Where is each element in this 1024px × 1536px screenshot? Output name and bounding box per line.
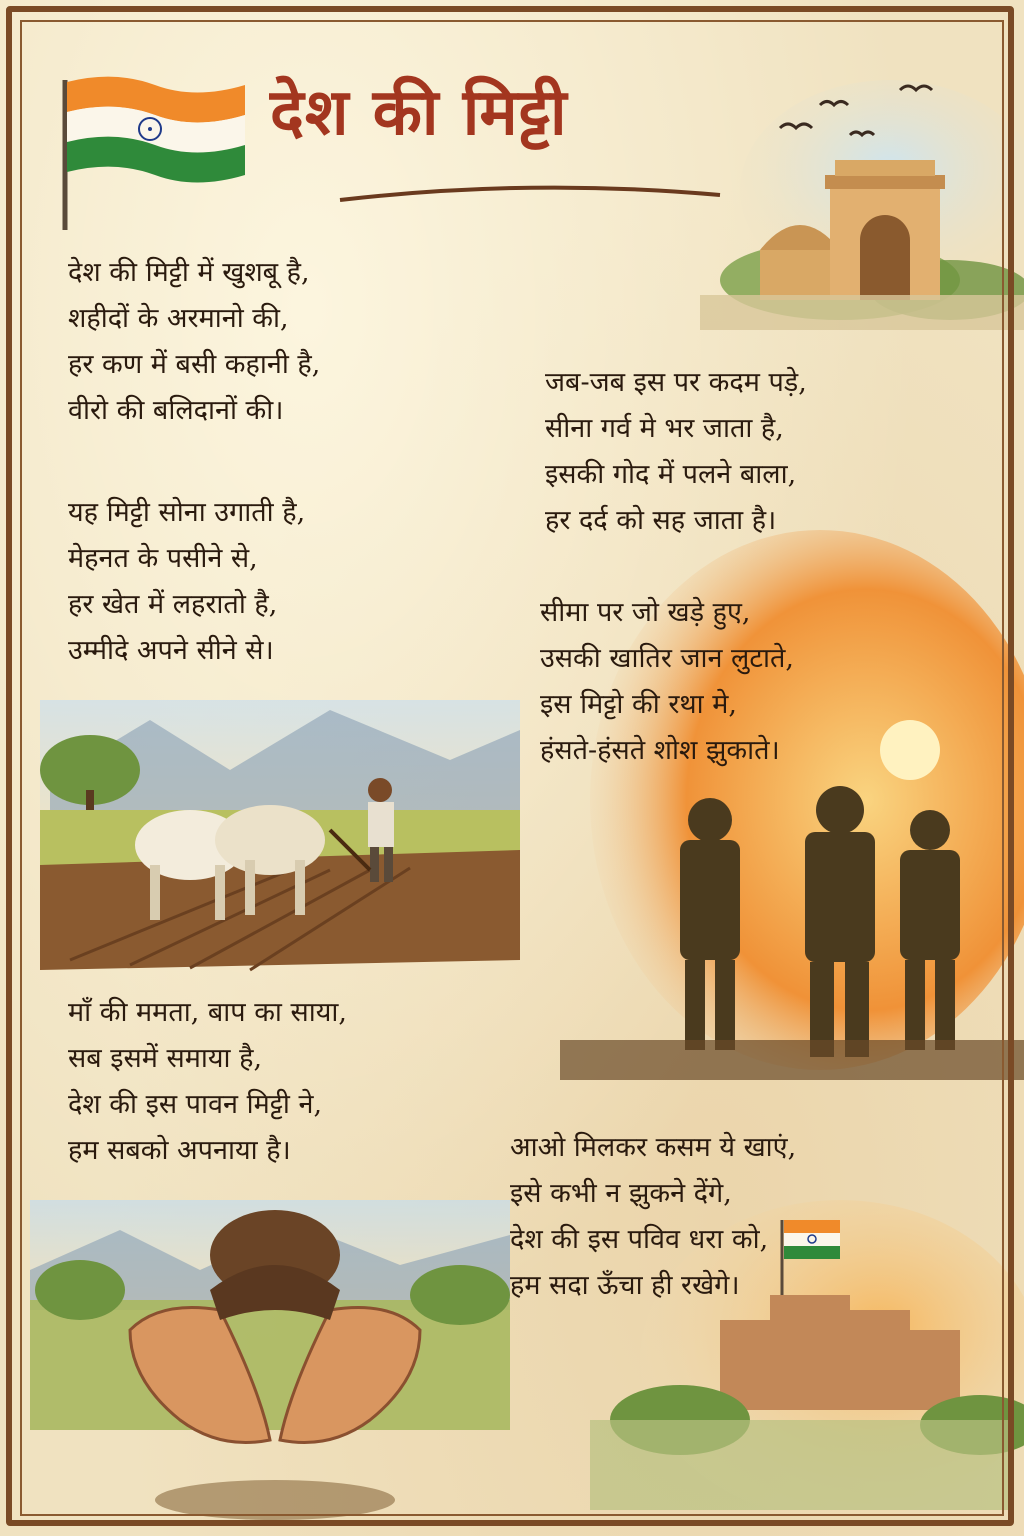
stanza-line: उसकी खातिर जान लुटाते, [540,643,794,674]
stanza-line: हर खेत में लहरातो है, [68,589,278,620]
stanza-line: इसकी गोद में पलने बाला, [545,459,797,490]
stanza-line: हम सबको अपनाया है। [68,1135,291,1166]
stanza-line: हंसते-हंसते शोश झुकाते। [540,735,780,766]
stanza-line: आओ मिलकर कसम ये खाएं, [510,1132,797,1163]
stanza-line: देश की इस पावन मिट्टी ने, [68,1089,323,1120]
stanza-line: यह मिट्टी सोना उगाती है, [68,497,306,528]
stanza-line: हर कण में बसी कहानी है, [68,349,321,380]
stanza-line: इस मिट्टो की रथा मे, [540,689,737,720]
stanza-line: देश की इस पविव धरा को, [510,1224,769,1255]
stanza-line: देश की मिट्टी में खुशबू है, [68,257,310,288]
stanza-line: हम सदा ऊँचा ही रखेगे। [510,1270,740,1301]
stanza-line: सब इसमें समाया है, [68,1043,263,1074]
outer-border [6,6,1014,1526]
page-title: देश की मिट्टी [270,75,568,150]
stanza-line: हर दर्द को सह जाता है। [545,505,777,536]
stanza-line: मेहनत के पसीने से, [68,543,258,574]
stanza-line: माँ की ममता, बाप का साया, [68,997,347,1028]
stanza-line: शहीदों के अरमानो की, [68,303,289,334]
stanza-line: जब-जब इस पर कदम पड़े, [545,367,807,398]
stanza-line: वीरो की बलिदानों की। [68,395,284,426]
stanza-line: सीना गर्व मे भर जाता है, [545,413,784,444]
stanza-line: इसे कभी न झुकने देंगे, [510,1178,732,1209]
stanza-line: सीमा पर जो खड़े हुए, [540,597,751,628]
stanza-line: उम्मीदे अपने सीने से। [68,635,274,666]
